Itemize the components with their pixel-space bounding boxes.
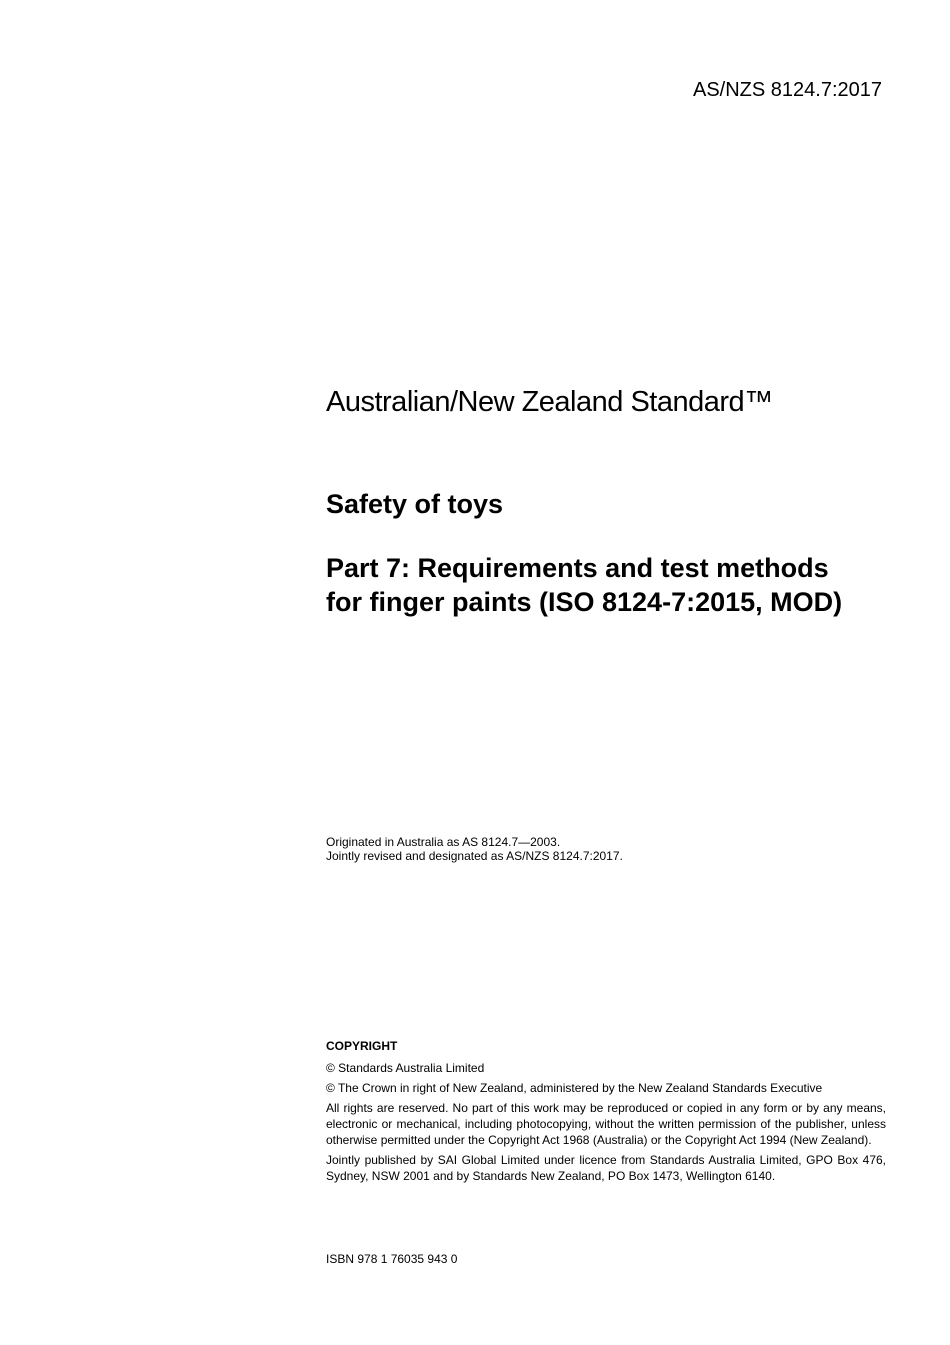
revision-history	[326, 835, 623, 863]
document-code: AS/NZS 8124.7:2017	[692, 79, 882, 101]
isbn: ISBN 978 1 76035 943 0	[326, 1252, 458, 1266]
part-title-line: Part 7: Requirements and test methods	[326, 553, 829, 583]
history-line: Originated in Australia as AS 8124.7—2003.	[326, 835, 561, 849]
copyright-block	[326, 1038, 886, 1188]
copyright-heading: COPYRIGHT	[326, 1039, 398, 1053]
copyright-owner-nz: © The Crown in right of New Zealand, administered by the New Zealand Standards Executive	[326, 1081, 823, 1095]
standard-heading: Australian/New Zealand Standard™	[326, 386, 773, 418]
part-title-line: for finger paints (ISO 8124-7:2015, MOD)	[326, 587, 843, 617]
copyright-rights: All rights are reserved. No part of this work may be reproduced or copied in any form or by any means, electronic or mechanical, including photocopying, without the written permission of the publisher, unless otherwise permitted under the Copyright Act 1968 (Australia) or the Copyright Act 1994 (New Zealand).	[326, 1101, 886, 1147]
copyright-publisher: Jointly published by SAI Global Limited under licence from Standards Australia Limited, GPO Box 476, Sydney, NSW 2001 and by Standards New Zealand, PO Box 1473, Wellington 6140.	[326, 1153, 886, 1183]
part-title	[326, 551, 906, 619]
history-line: Jointly revised and designated as AS/NZS 8124.7:2017.	[326, 849, 623, 863]
document-title: Safety of toys	[326, 489, 504, 519]
copyright-owner-au: © Standards Australia Limited	[326, 1061, 485, 1075]
